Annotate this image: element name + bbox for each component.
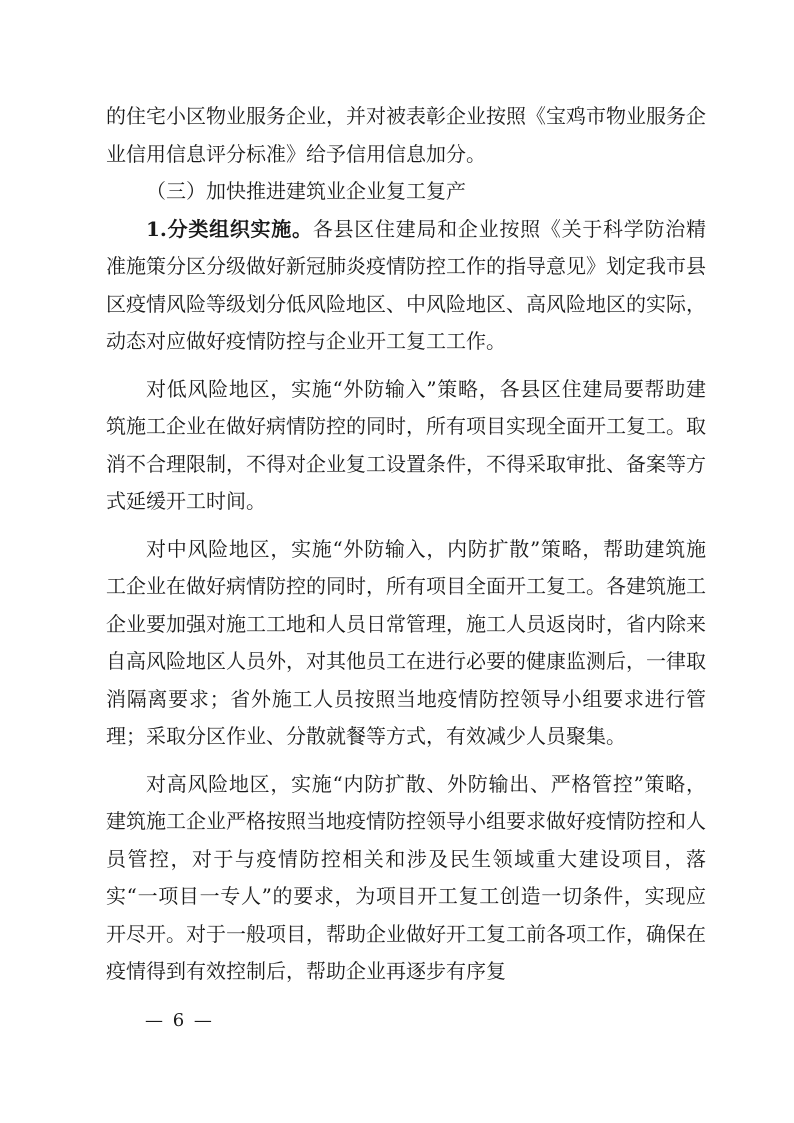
paragraph-lead: 1.分类组织实施。 [146,216,313,241]
paragraph-medium-risk: 对中风险地区，实施“外防输入，内防扩散”策略，帮助建筑施工企业在做好病情防控的同时，所有项目全面开工复工。各建筑施工企业要加强对施工工地和人员日常管理，施工人员返岗时，省内除来自高风险地区人员外，对其他员工在进行必要的健康监测后，一律取消隔离要求；省外施工人员按照当地疫情防控领导小组要求进行管理；采取分区作业、分散就餐等方式，有效减少人员聚集。 [106,536,706,748]
paragraph-classified-implementation [106,211,706,361]
document-body [106,98,706,991]
paragraph-low-risk: 对低风险地区，实施“外防输入”策略，各县区住建局要帮助建筑施工企业在做好病情防控的同时，所有项目实现全面开工复工。取消不合理限制，不得对企业复工设置条件，不得采取审批、备案等方式延缓开工时间。 [106,376,706,513]
section-heading: （三）加快推进建筑业企业复工复产 [146,179,466,203]
paragraph-continuation: 的住宅小区物业服务企业，并对被表彰企业按照《宝鸡市物业服务企业信用信息评分标准》给予信用信息加分。 [106,104,706,166]
paragraph-text: 各县区住建局和企业按照《关于科学防治精准施策分区分级做好新冠肺炎疫情防控工作的指导意见》划定我市县区疫情风险等级划分低风险地区、中风险地区、高风险地区的实际，动态对应做好疫情防控与企业开工复工工作。 [106,216,706,353]
page-number: — 6 — [145,1010,214,1031]
paragraph-high-risk: 对高风险地区，实施“内防扩散、外防输出、严格管控”策略，建筑施工企业严格按照当地疫情防控领导小组要求做好疫情防控和人员管控，对于与疫情防控相关和涉及民生领域重大建设项目，落实“一项目一专人”的要求，为项目开工复工创造一切条件，实现应开尽开。对于一般项目，帮助企业做好开工复工前各项工作，确保在疫情得到有效控制后，帮助企业再逐步有序复 [106,771,706,983]
